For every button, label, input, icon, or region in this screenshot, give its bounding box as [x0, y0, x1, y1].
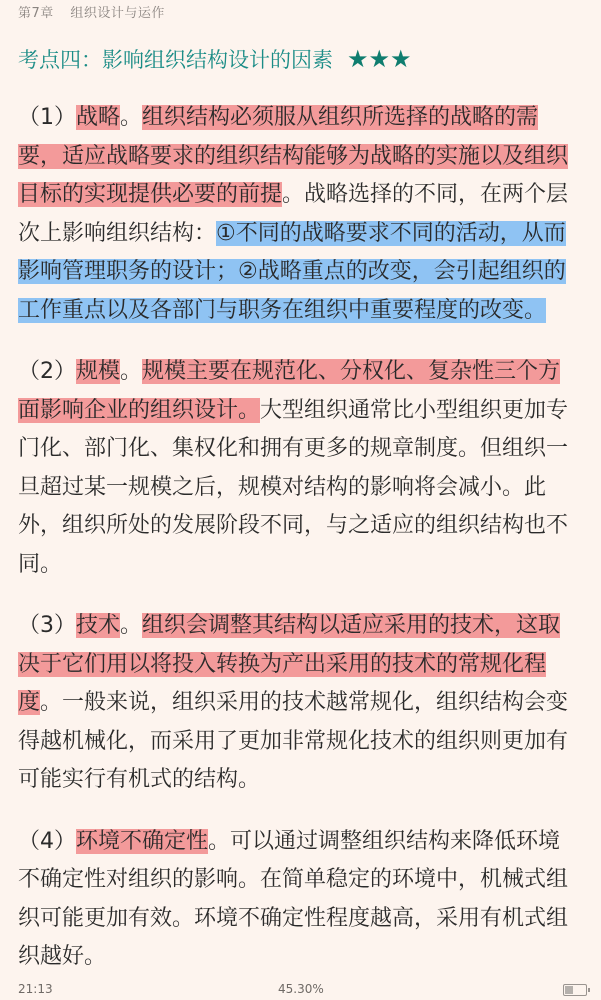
chapter-title: 组织设计与运作 [70, 6, 165, 21]
reading-progress: 45.30% [278, 982, 324, 996]
punctuation: 。 [120, 359, 143, 384]
section-title-text: 考点四：影响组织结构设计的因素 [18, 48, 333, 72]
body-text: 大型组织通常比小型组织更加专门化、部门化、集权化和拥有更多的规章制度。但组织一旦超过某一规模之后，规模对结构的影响将会减小。此外，组织所处的发展阶段不同，与之适应的组织结构也不同。 [18, 397, 569, 577]
term-highlight: 环境不确定性 [76, 828, 209, 854]
red-highlight: 规模主要在规范化、分权化、复杂性三个方面影响企业的组织设计。 [18, 359, 561, 423]
body-text: 。战略选择的不同，在两个层次上影响组织结构： [18, 182, 569, 246]
importance-stars: ★★★ [347, 45, 412, 73]
battery-icon [563, 984, 587, 996]
item-number: （1） [18, 105, 76, 130]
red-highlight: 组织会调整其结构以适应采用的技术，这取决于它们用以将投入转换为产出采用的技术的常规化程度 [18, 613, 561, 715]
battery-level [565, 986, 573, 994]
paragraph-environment [18, 823, 578, 976]
punctuation: 。 [120, 105, 143, 130]
red-highlight: 组织结构必须服从组织所选择的战略的需要，适应战略要求的组织结构能够为战略的实施以及组织目标的实现提供必要的前提 [18, 105, 569, 207]
paragraph-strategy [18, 99, 578, 330]
item-number: （4） [18, 828, 76, 854]
page-content [18, 99, 578, 975]
punctuation: 。 [120, 613, 143, 638]
paragraph-scale [18, 353, 578, 584]
term-highlight: 战略 [76, 105, 121, 130]
item-number: （3） [18, 613, 76, 638]
blue-highlight: ①不同的战略要求不同的活动，从而影响管理职务的设计；②战略重点的改变，会引起组织的工作重点以及各部门与职务在组织中重要程度的改变。 [18, 220, 566, 323]
term-highlight: 技术 [76, 613, 121, 638]
body-text: 。一般来说，组织采用的技术越常规化，组织结构会变得越机械化，而采用了更加非常规化技术的组织则更加有可能实行有机式的结构。 [18, 690, 569, 792]
clock-time: 21:13 [18, 982, 53, 996]
item-number: （2） [18, 359, 76, 384]
term-highlight: 规模 [76, 359, 121, 384]
chapter-number: 第7章 [18, 6, 54, 21]
paragraph-technology [18, 607, 578, 800]
status-bar [0, 978, 601, 1000]
body-text: 。可以通过调整组织结构来降低环境不确定性对组织的影响。在简单稳定的环境中，机械式组织可能更加有效。环境不确定性程度越高，采用有机式组织越好。 [18, 828, 569, 969]
